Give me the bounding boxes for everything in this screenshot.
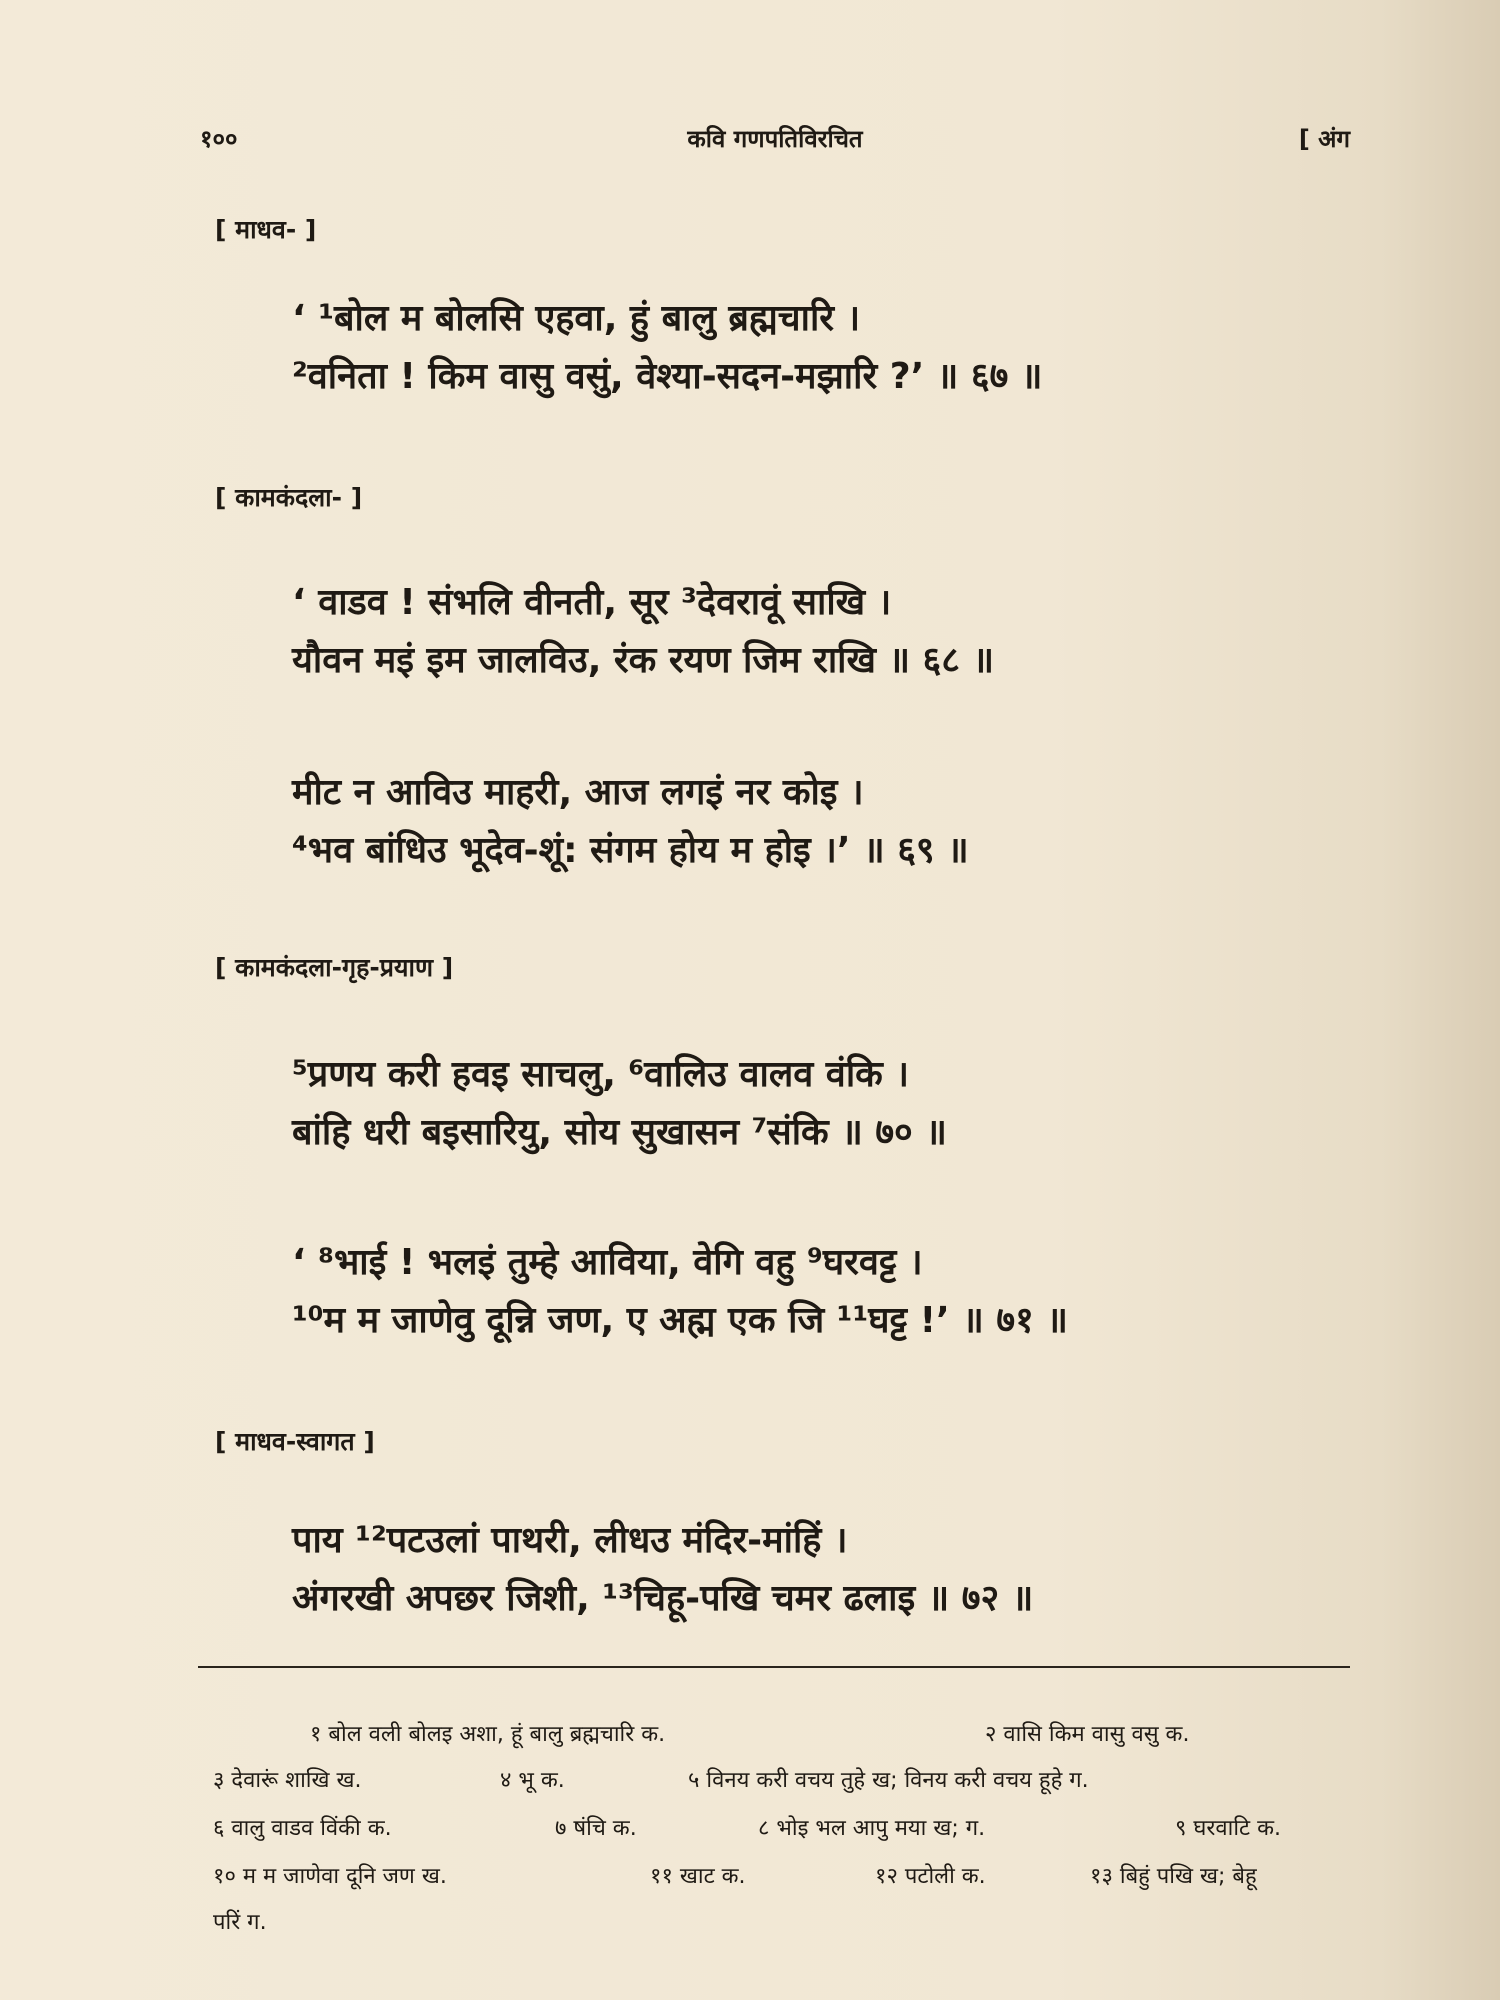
verse-line: मीट न आविउ माहरी, आज लगइं नर कोइ । [292,772,864,813]
verse-line: पाय ¹²पटउलां पाथरी, लीधउ मंदिर-मांहिं । [292,1520,848,1561]
footnote: १० म म जाणेवा दूनि जण ख. [213,1864,447,1889]
footnote: परिं ग. [213,1910,267,1935]
verse-line: ²वनिता ! किम वासु वसुं, वेश्या-सदन-मझारि ?’ ॥ ६७ ॥ [292,356,1043,397]
footnote: ३ देवारूं शाखि ख. [213,1768,362,1793]
footnote: ५ विनय करी वचय तुहे ख; विनय करी वचय हूहे ग. [688,1768,1089,1793]
verse-69 [292,764,969,880]
verse-line: ‘ ¹बोल म बोलसि एहवा, हुं बालु ब्रह्मचारि । [292,298,861,339]
verse-line: ⁴भव बांधिउ भूदेव-शूं: संगम होय म होइ ।’ ॥ ६९ ॥ [292,830,969,871]
footnote: ६ वालु वाडव विंकी क. [213,1816,392,1841]
page-number: १०० [200,125,238,153]
footnote: ११ खाट क. [650,1864,746,1889]
section-heading: [ कामकंदला-गृह-प्रयाण ] [215,953,454,982]
section-heading: [ कामकंदला- ] [215,483,363,512]
verse-72 [292,1512,1033,1628]
verse-68 [292,574,994,690]
verse-line: ⁵प्रणय करी हवइ साचलु, ⁶वालिउ वालव वंकि । [292,1054,909,1095]
section-marker: [ अंग [1298,125,1350,153]
footnote: ९ घरवाटि क. [1175,1816,1282,1841]
footnote: २ वासि किम वासु वसु क. [985,1722,1190,1747]
verse-line: ‘ वाडव ! संभलि वीनती, सूर ³देवरावूं साखि । [292,582,892,623]
footnote: ४ भू क. [500,1768,565,1793]
verse-line: बांहि धरी बइसारियु, सोय सुखासन ⁷संकि ॥ ७० ॥ [292,1112,947,1153]
verse-line: अंगरखी अपछर जिशी, ¹³चिहू-पखि चमर ढलाइ ॥ ७२ ॥ [292,1578,1034,1619]
footnote: १ बोल वली बोलइ अशा, हूं बालु ब्रह्मचारि क. [310,1722,666,1747]
footnote: १३ बिहुं पखि ख; बेहू [1090,1864,1257,1889]
footnote: १२ पटोली क. [875,1864,986,1889]
footnote: ८ भोइ भल आपु मया ख; ग. [758,1816,986,1841]
section-heading: [ माधव-स्वागत ] [215,1427,375,1456]
verse-67 [292,290,1042,406]
running-header [200,122,1350,162]
footnote: ७ षंचि क. [555,1816,637,1841]
section-heading: [ माधव- ] [215,215,317,244]
verse-line: ‘ ⁸भाई ! भलइं तुम्हे आविया, वेगि वहु ⁹घरवट्ट । [292,1242,923,1283]
verse-70 [292,1046,947,1162]
footnote-divider [198,1666,1350,1668]
verse-line: ¹⁰म म जाणेवु दून्नि जण, ए अह्म एक जि ¹¹घट्ट !’ ॥ ७१ ॥ [292,1300,1068,1341]
verse-line: यौवन मइं इम जालविउ, रंक रयण जिम राखि ॥ ६८ ॥ [292,640,995,681]
running-title: कवि गणपतिविरचित [687,125,863,153]
verse-71 [292,1234,1068,1350]
